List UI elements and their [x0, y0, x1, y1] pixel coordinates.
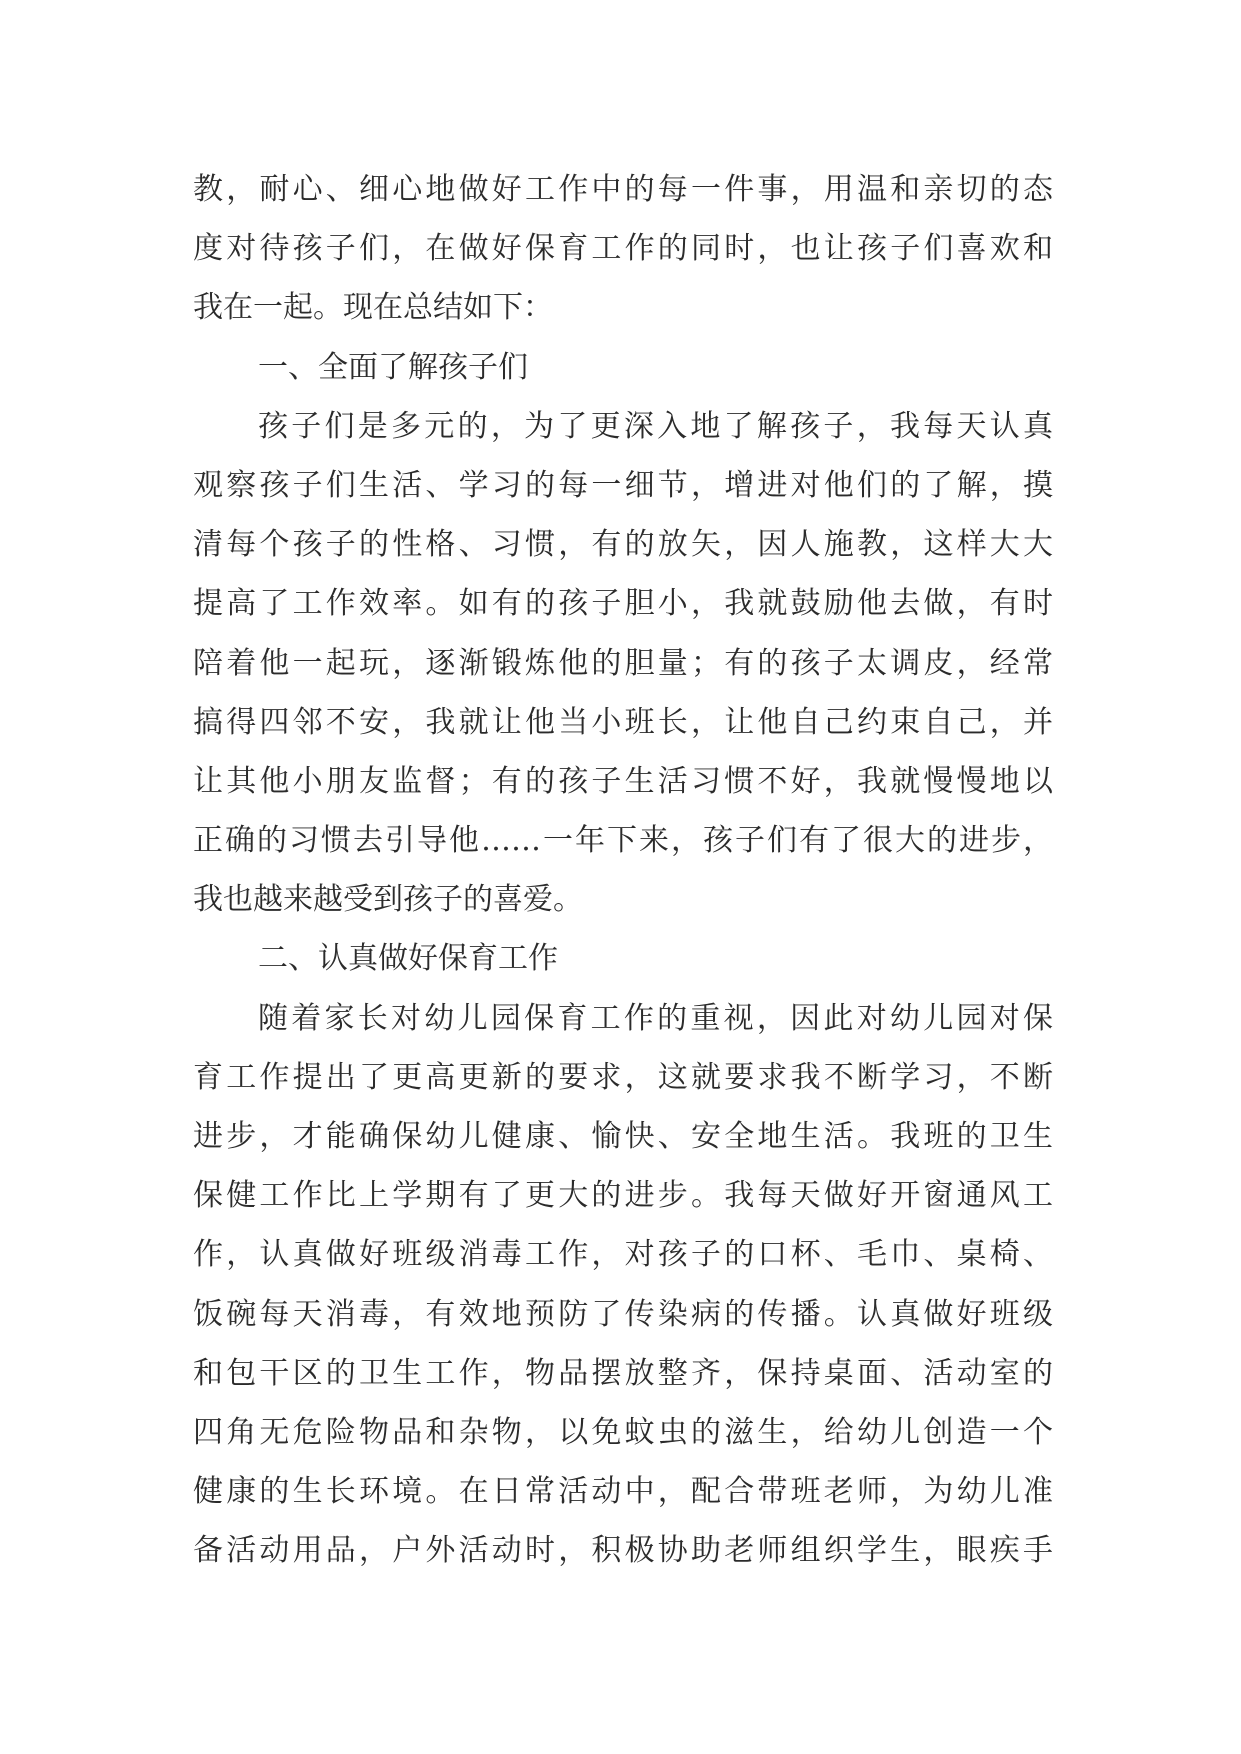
paragraph-line: 观察孩子们生活、学习的每一细节，增进对他们的了解，摸 — [193, 467, 1053, 503]
section-heading-1: 一、全面了解孩子们 — [258, 349, 528, 385]
paragraph-line: 我在一起。现在总结如下： — [193, 290, 553, 326]
paragraph-line: 提高了工作效率。如有的孩子胆小，我就鼓励他去做，有时 — [193, 586, 1053, 622]
paragraph-line: 度对待孩子们，在做好保育工作的同时，也让孩子们喜欢和 — [193, 231, 1053, 267]
document-body — [193, 160, 1053, 1581]
paragraph-line: 育工作提出了更高更新的要求，这就要求我不断学习，不断 — [193, 1059, 1053, 1095]
paragraph-line: 备活动用品，户外活动时，积极协助老师组织学生，眼疾手 — [193, 1533, 1053, 1569]
paragraph-line: 作，认真做好班级消毒工作，对孩子的口杯、毛巾、桌椅、 — [193, 1237, 1053, 1273]
paragraph-line: 陪着他一起玩，逐渐锻炼他的胆量；有的孩子太调皮，经常 — [193, 645, 1053, 681]
section-heading-2: 二、认真做好保育工作 — [258, 941, 558, 977]
paragraph-line: 正确的习惯去引导他……一年下来，孩子们有了很大的进步， — [193, 823, 1053, 859]
paragraph-line: 我也越来越受到孩子的喜爱。 — [193, 882, 583, 918]
paragraph-line: 教，耐心、细心地做好工作中的每一件事，用温和亲切的态 — [193, 172, 1053, 207]
paragraph-line: 随着家长对幼儿园保育工作的重视，因此对幼儿园对保 — [258, 1000, 1053, 1036]
paragraph-line: 让其他小朋友监督；有的孩子生活习惯不好，我就慢慢地以 — [193, 763, 1053, 799]
paragraph-line: 四角无危险物品和杂物，以免蚊虫的滋生，给幼儿创造一个 — [193, 1414, 1053, 1450]
paragraph-line: 饭碗每天消毒，有效地预防了传染病的传播。认真做好班级 — [193, 1296, 1053, 1332]
paragraph-line: 清每个孩子的性格、习惯，有的放矢，因人施教，这样大大 — [193, 527, 1053, 563]
paragraph-line: 保健工作比上学期有了更大的进步。我每天做好开窗通风工 — [193, 1178, 1053, 1214]
paragraph-line: 孩子们是多元的，为了更深入地了解孩子，我每天认真 — [258, 408, 1053, 444]
paragraph-line: 健康的生长环境。在日常活动中，配合带班老师，为幼儿准 — [193, 1474, 1053, 1510]
paragraph-line: 搞得四邻不安，我就让他当小班长，让他自己约束自己，并 — [193, 704, 1053, 740]
paragraph-line: 进步，才能确保幼儿健康、愉快、安全地生活。我班的卫生 — [193, 1119, 1053, 1154]
paragraph-line: 和包干区的卫生工作，物品摆放整齐，保持桌面、活动室的 — [193, 1355, 1053, 1391]
